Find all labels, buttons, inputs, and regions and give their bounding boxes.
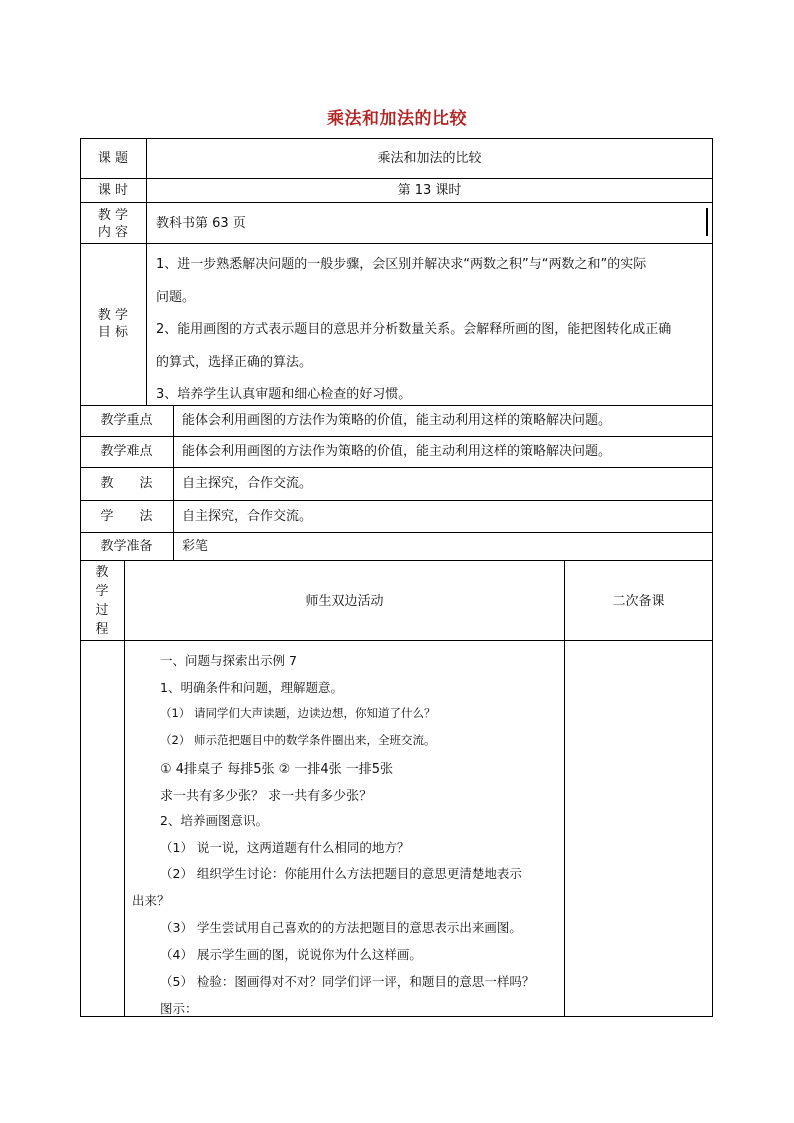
content-value: 教科书第 63 页 bbox=[156, 216, 246, 231]
activity-line: 图示： bbox=[160, 1001, 198, 1016]
content-label-line-2: 内 容 bbox=[97, 225, 129, 240]
process-label bbox=[80, 563, 124, 639]
activity-line: ① 4排桌子 每排5张 ② 一排4张 一排5张 bbox=[160, 762, 394, 777]
learning-method-value: 自主探究，合作交流。 bbox=[182, 509, 313, 524]
process-label-char: 程 bbox=[95, 622, 109, 637]
difficulties-value: 能体会利用画图的方法作为策略的价值，能主动利用这样的策略解决问题。 bbox=[182, 444, 612, 459]
objectives-label bbox=[80, 307, 146, 341]
topic-value: 乘法和加法的比较 bbox=[377, 151, 482, 166]
process-label-char: 教 bbox=[95, 565, 109, 580]
activity-line: （4） 展示学生画的图，说说你为什么这样画。 bbox=[160, 947, 422, 962]
document-title: 乘法和加法的比较 bbox=[327, 109, 467, 129]
objective-line: 2、能用画图的方式表示题目的意思并分析数量关系。会解释所画的图，能把图转化成正确 bbox=[156, 322, 672, 337]
objective-line: 的算式，选择正确的算法。 bbox=[156, 354, 313, 370]
learning-method-label: 学 法 bbox=[100, 509, 153, 524]
activity-line: （1） 请同学们大声读题，边读边想，你知道了什么？ bbox=[160, 706, 436, 720]
activity-line: 1、明确条件和问题，理解题意。 bbox=[160, 680, 343, 695]
content-label bbox=[80, 207, 146, 241]
preparation-value: 彩笔 bbox=[182, 539, 209, 554]
activity-line: 出来？ bbox=[132, 893, 170, 908]
content-label-line-1: 教 学 bbox=[97, 208, 129, 223]
teaching-method-label: 教 法 bbox=[100, 476, 153, 491]
activity-line: （3） 学生尝试用自己喜欢的的方法把题目的意思表示出来画图。 bbox=[160, 920, 522, 935]
activity-header: 师生双边活动 bbox=[305, 594, 384, 609]
difficulties-label: 教学难点 bbox=[100, 444, 153, 459]
objective-line: 问题。 bbox=[156, 289, 196, 305]
objective-line: 1、进一步熟悉解决问题的一般步骤，会区别并解决求“两数之积”与“两数之和”的实际 bbox=[156, 257, 647, 272]
key-points-value: 能体会利用画图的方法作为策略的价值，能主动利用这样的策略解决问题。 bbox=[182, 413, 612, 428]
objectives-label-line-2: 目 标 bbox=[97, 325, 129, 340]
objectives-label-line-1: 教 学 bbox=[97, 308, 129, 323]
objectives-text bbox=[156, 249, 712, 412]
objective-line: 3、培养学生认真审题和细心检查的好习惯。 bbox=[156, 387, 412, 402]
activity-line: 2、培养画图意识。 bbox=[160, 813, 268, 828]
activity-line: （2） 组织学生讨论：你能用什么方法把题目的意思更清楚地表示 bbox=[160, 866, 522, 881]
activity-line: （5） 检验：图画得对不对？同学们评一评，和题目的意思一样吗？ bbox=[160, 974, 535, 989]
notes-header: 二次备课 bbox=[612, 594, 665, 609]
period-value: 第 13 课时 bbox=[397, 183, 462, 198]
activity-line: 求一共有多少张？ 求一共有多少张？ bbox=[160, 789, 373, 804]
activity-line: 一、问题与探索出示例 7 bbox=[160, 653, 297, 668]
key-points-label: 教学重点 bbox=[100, 413, 153, 428]
preparation-label: 教学准备 bbox=[100, 539, 153, 554]
period-label: 课 时 bbox=[97, 183, 129, 198]
process-label-char: 过 bbox=[95, 603, 109, 618]
topic-label: 课 题 bbox=[97, 151, 129, 166]
activity-line: （1） 说一说，这两道题有什么相同的地方？ bbox=[160, 840, 410, 855]
process-label-char: 学 bbox=[95, 584, 109, 599]
activity-line: （2） 师示范把题目中的数学条件圈出来，全班交流。 bbox=[160, 733, 436, 747]
teaching-method-value: 自主探究，合作交流。 bbox=[182, 476, 313, 491]
